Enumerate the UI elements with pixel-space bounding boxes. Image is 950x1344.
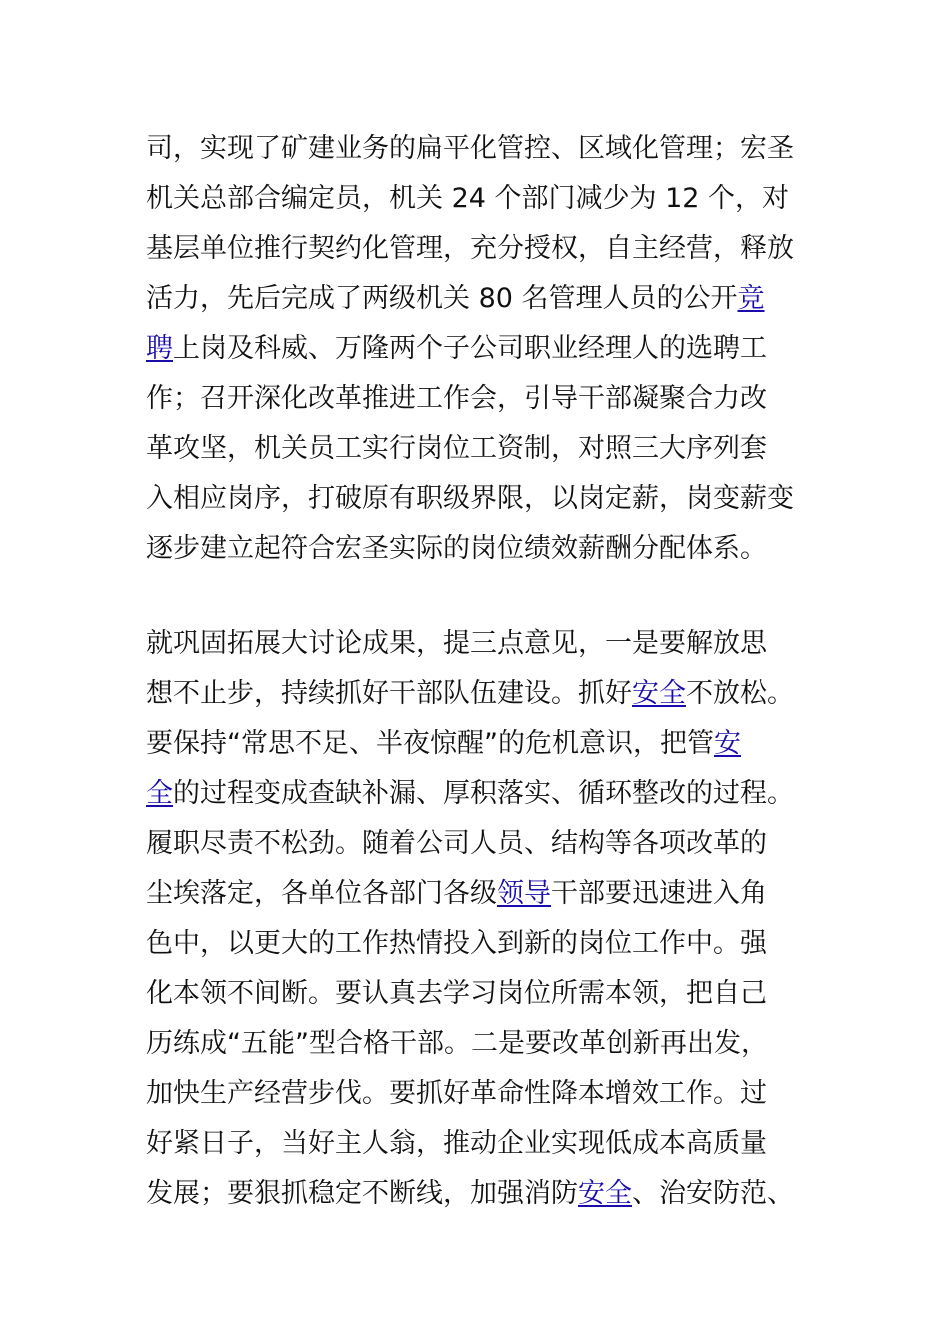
text-run: 、治安防范、: [632, 1178, 794, 1209]
text-run: 机关总部合编定员，机关 24 个部门减少为 12 个，对: [146, 183, 790, 214]
text-line: [146, 1069, 811, 1119]
text-run: 发展；要狠抓稳定不断线，加强消防: [146, 1178, 578, 1209]
text-line: [146, 619, 811, 669]
text-line: [146, 819, 811, 869]
text-line: [146, 174, 811, 224]
paragraph-1: [146, 124, 811, 574]
text-run: 作；召开深化改革推进工作会，引导干部凝聚合力改: [146, 383, 767, 414]
text-line: [146, 1119, 811, 1169]
text-run: 活力，先后完成了两级机关 80 名管理人员的公开: [146, 283, 738, 314]
text-run: 要保持“常思不足、半夜惊醒”的危机意识，把管: [146, 728, 714, 759]
text-run: 尘埃落定，各单位各部门各级: [146, 878, 497, 909]
text-line: [146, 374, 811, 424]
text-line: [146, 324, 811, 374]
text-run: 履职尽责不松劲。随着公司人员、结构等各项改革的: [146, 828, 767, 859]
text-line: [146, 224, 811, 274]
text-run: 色中，以更大的工作热情投入到新的岗位工作中。强: [146, 928, 767, 959]
text-run: 就巩固拓展大讨论成果，提三点意见，一是要解放思: [146, 628, 767, 659]
text-line: [146, 919, 811, 969]
text-run: 革攻坚，机关员工实行岗位工资制，对照三大序列套: [146, 433, 767, 464]
text-run: 化本领不间断。要认真去学习岗位所需本领，把自己: [146, 978, 767, 1009]
text-line: [146, 124, 811, 174]
text-line: [146, 719, 811, 769]
text-line: [146, 424, 811, 474]
text-run: 不放松。: [686, 678, 794, 709]
text-line: [146, 1169, 811, 1219]
inline-link[interactable]: 安: [713, 728, 741, 759]
inline-link[interactable]: 安全: [578, 1178, 632, 1209]
text-line: [146, 474, 811, 524]
inline-link[interactable]: 聘: [146, 333, 173, 364]
text-line: [146, 524, 811, 574]
text-run: 基层单位推行契约化管理，充分授权，自主经营，释放: [146, 233, 794, 264]
text-line: [146, 869, 811, 919]
text-line: [146, 769, 811, 819]
text-run: 入相应岗序，打破原有职级界限，以岗定薪，岗变薪变: [146, 483, 794, 514]
text-run: 干部要迅速进入角: [551, 878, 767, 909]
text-line: [146, 1019, 811, 1069]
text-run: 想不止步，持续抓好干部队伍建设。抓好: [146, 678, 632, 709]
text-run: 的过程变成查缺补漏、厚积落实、循环整改的过程。: [173, 778, 794, 809]
paragraph-2: [146, 619, 811, 1219]
text-run: 逐步建立起符合宏圣实际的岗位绩效薪酬分配体系。: [146, 533, 767, 564]
text-run: 加快生产经营步伐。要抓好革命性降本增效工作。过: [146, 1078, 767, 1109]
text-run: 上岗及科威、万隆两个子公司职业经理人的选聘工: [173, 333, 767, 364]
text-run: 司，实现了矿建业务的扁平化管控、区域化管理；宏圣: [146, 133, 794, 164]
inline-link[interactable]: 竞: [737, 283, 765, 314]
text-line: [146, 669, 811, 719]
text-run: 好紧日子，当好主人翁，推动企业实现低成本高质量: [146, 1128, 767, 1159]
inline-link[interactable]: 领导: [497, 878, 551, 909]
inline-link[interactable]: 全: [146, 778, 173, 809]
text-line: [146, 274, 811, 324]
inline-link[interactable]: 安全: [632, 678, 686, 709]
text-run: 历练成“五能”型合格干部。二是要改革创新再出发，: [146, 1028, 768, 1059]
text-line: [146, 969, 811, 1019]
